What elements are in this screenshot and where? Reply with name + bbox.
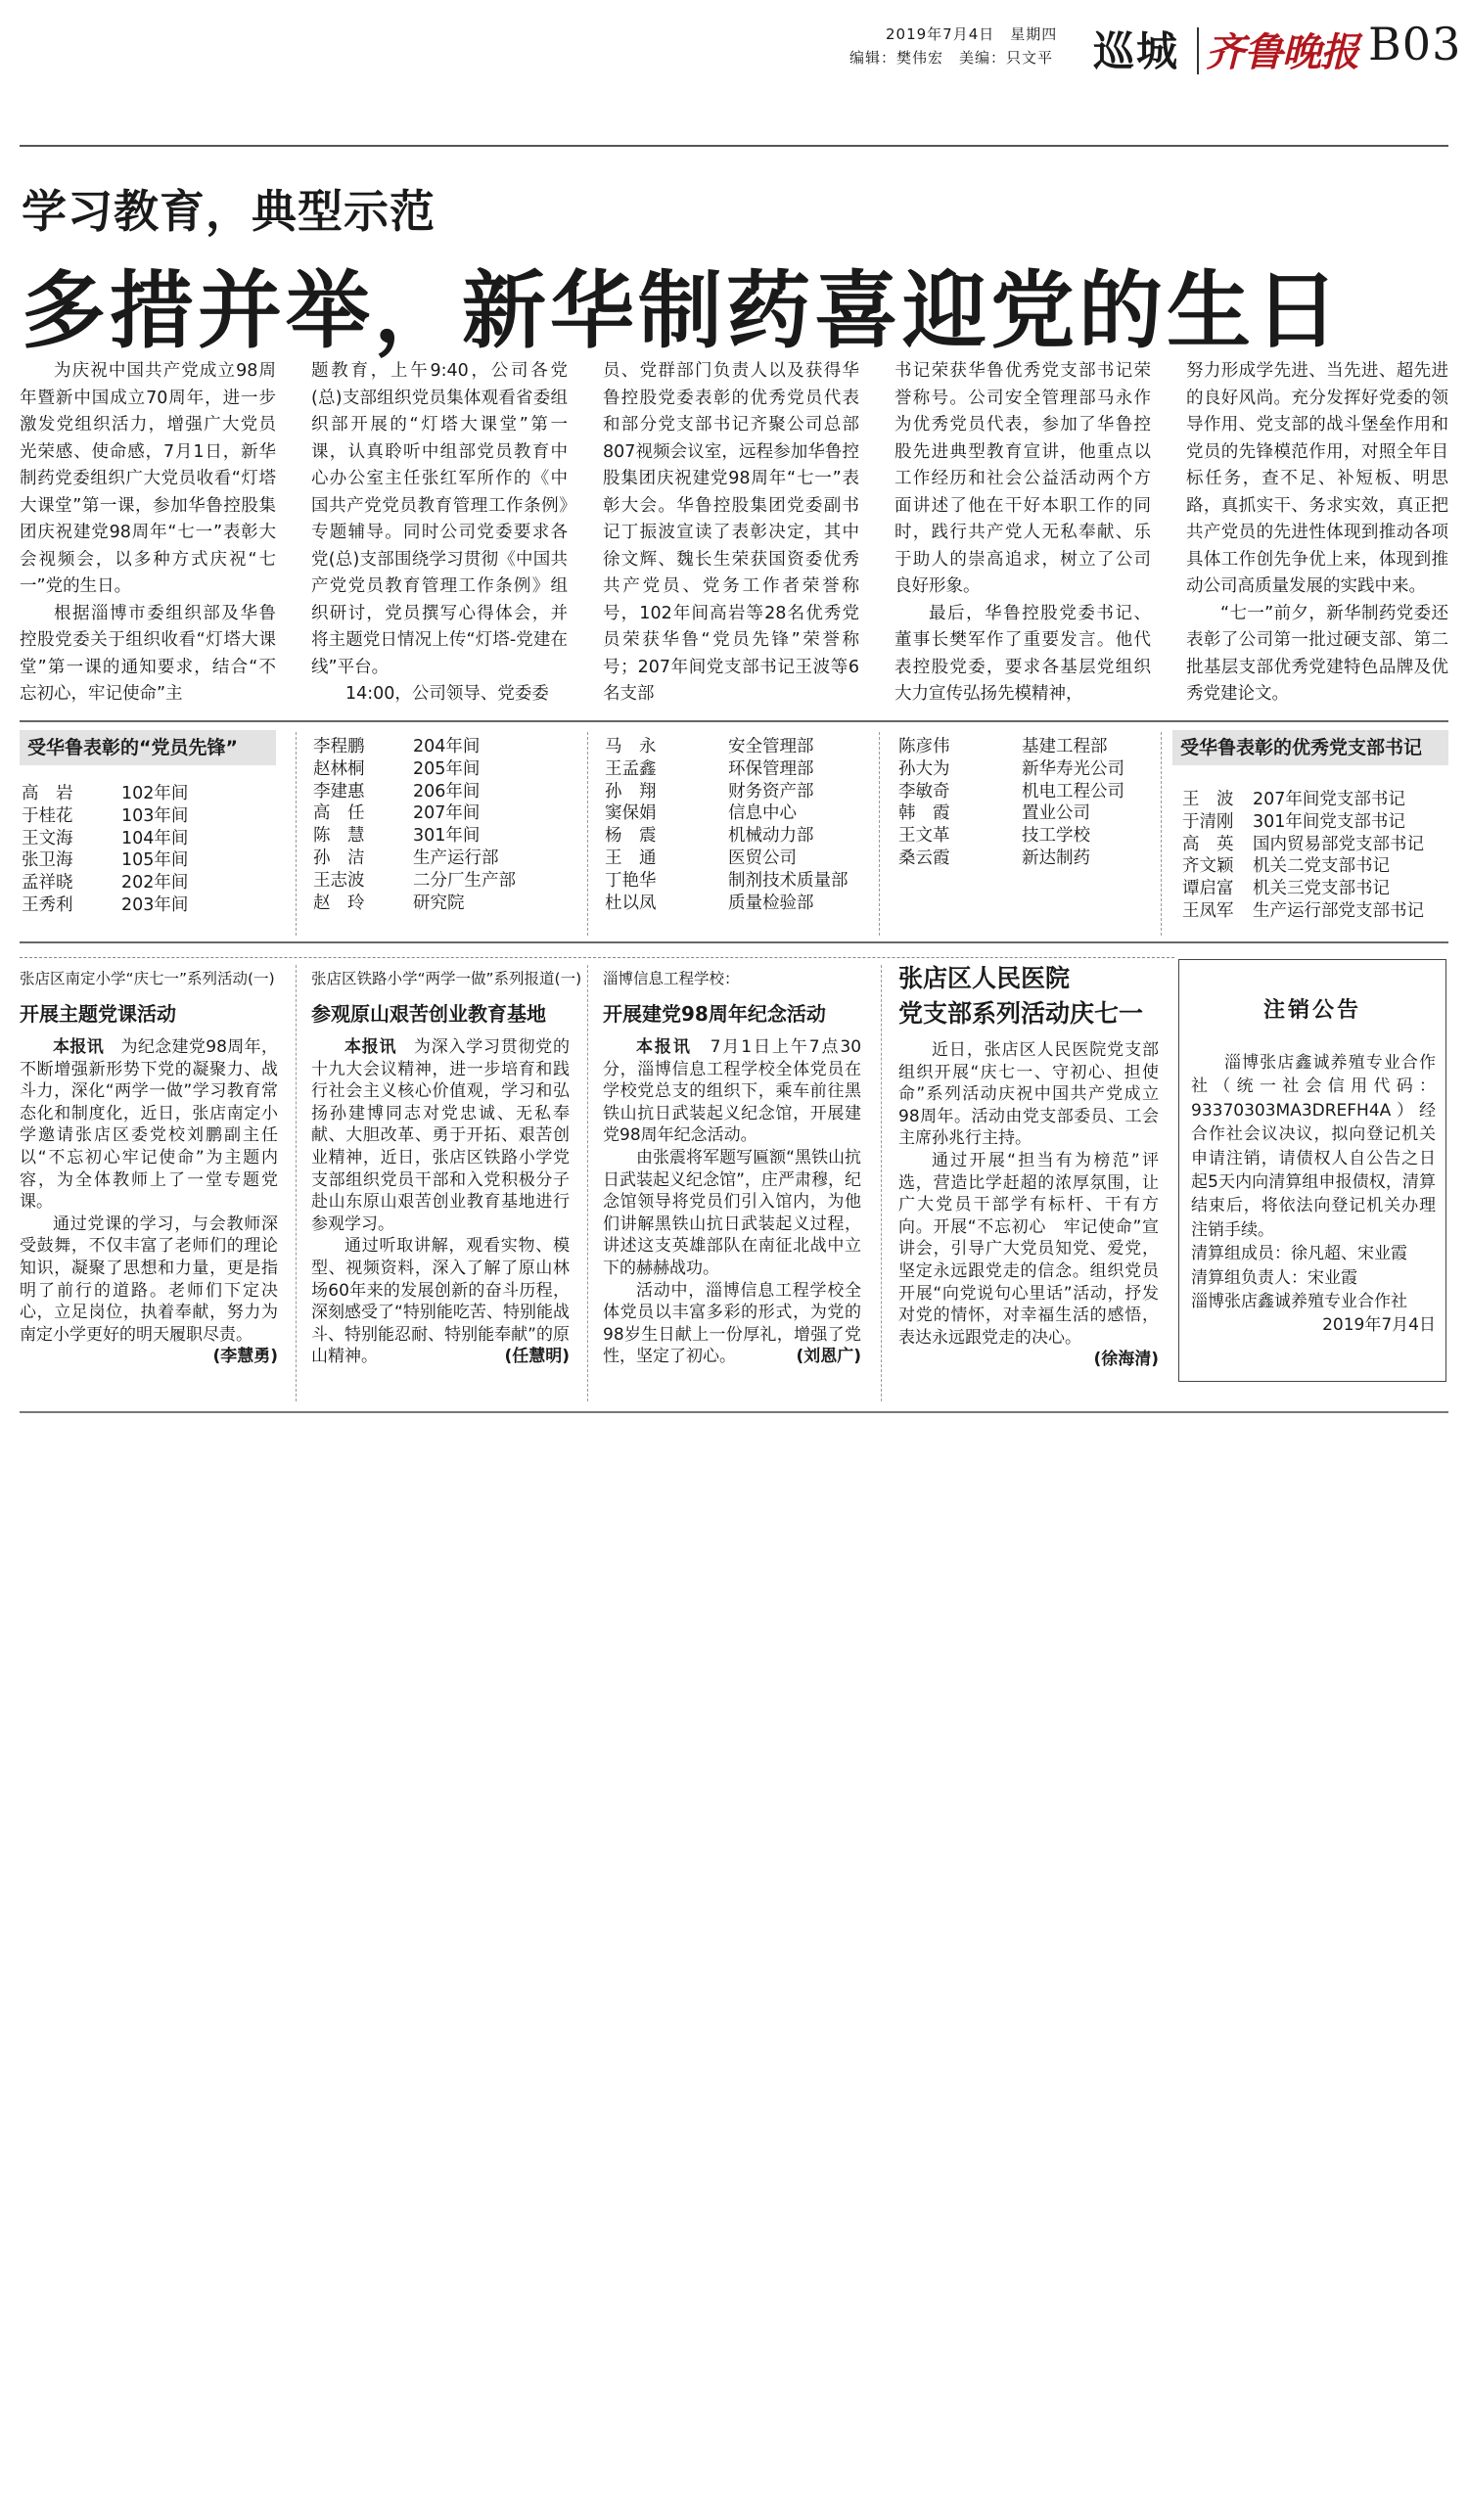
pioneer-list-1: [22, 783, 188, 917]
list-item: 王凤军 生产运行部党支部书记: [1182, 900, 1424, 921]
lead-column-2: [311, 358, 568, 712]
paragraph: 最后，华鲁控股党委书记、董事长樊军作了重要发言。他代表控股党委，要求各基层党组织大力宣传弘扬先模精神，: [895, 603, 1151, 704]
list-item: 杜以凤 质量检验部: [605, 893, 814, 913]
list-item: 赵 玲 研究院: [313, 893, 465, 913]
masthead-divider: [1197, 27, 1199, 74]
list-item: 马 永 安全管理部: [605, 737, 814, 756]
article-body: 近日，张店区人民医院党支部组织开展“庆七一、守初心、担使命”系列活动庆祝中国共产党成立98周年。活动由党支部委员、工会主席孙兆行主持。 通过开展“担当有为榜范”评选，营造比学赶超的浓厚氛围，让广大党员干部学有标杆、干有方向。开展“不忘初心 牢记使命”宣讲会，引导广大党员知党、爱党，坚定永远跟党走的信念。组织党员开展“向党说句心里话”活动，抒发对党的情怀，对幸福生活的感悟，表达永远跟党走的决心。 (徐海清): [898, 1040, 1159, 1370]
lead-column-4: [895, 358, 1151, 712]
list-item: 高 任 207年间: [313, 803, 481, 824]
list-item: 王 通 医贸公司: [605, 848, 797, 868]
list-item: 齐文颖 机关二党支部书记: [1182, 856, 1390, 877]
list-item: 李建惠 206年间: [313, 781, 481, 802]
editor-credits: 编辑：樊伟宏 美编：只文平: [849, 49, 1054, 67]
article-4: [898, 961, 1159, 1401]
list-item: 韩 霞 置业公司: [898, 803, 1090, 824]
list-item: 赵林桐 205年间: [313, 758, 481, 779]
paragraph: 根据淄博市委组织部及华鲁控股党委关于组织收看“灯塔大课堂”第一课的通知要求，结合“不忘初心，牢记使命”主: [20, 603, 276, 704]
list-item: 谭启富 机关三党支部书记: [1182, 879, 1390, 899]
list-item: 王 波 207年间党支部书记: [1182, 790, 1405, 809]
article-body: 本报讯 为纪念建党98周年，不断增强新形势下党的凝聚力、战斗力，深化“两学一做”学习教育常态化和制度化，近日，张店南定小学邀请张店区委党校刘鹏副主任以“不忘初心牢记使命”为主题内容，为全体教师上了一堂专题党课。 通过党课的学习，与会教师深受鼓舞，不仅丰富了老师们的理论知识，凝聚了思想和力量，更是指明了前行的道路。老师们下定决心，立足岗位，执着奉献，努力为南定小学更好的明天履职尽责。 (李慧勇): [20, 1037, 278, 1367]
column-divider: [1161, 732, 1162, 936]
article-kicker: 淄博信息工程学校：: [603, 970, 740, 987]
section-name: 巡城: [1093, 27, 1180, 75]
list-item: 王秀利 203年间: [22, 894, 189, 915]
list-item: 王志波 二分厂生产部: [313, 870, 516, 891]
column-divider: [296, 965, 297, 1401]
issue-date: 2019年7月4日 星期四: [886, 25, 1058, 43]
list-item: 陈 慧 301年间: [313, 826, 481, 847]
list-item: 于清刚 301年间党支部书记: [1182, 811, 1405, 832]
lead-column-3: [603, 358, 859, 712]
article-3: [603, 967, 861, 1406]
column-divider: [879, 732, 880, 936]
article-title: 开展建党98周年纪念活动: [603, 1002, 826, 1026]
lead-column-5: [1186, 358, 1448, 712]
list-item: 王孟鑫 环保管理部: [605, 758, 814, 779]
pioneer-list-3: [605, 736, 849, 914]
masthead-rule: [20, 145, 1448, 147]
article-byline: 本报讯: [636, 1037, 692, 1057]
article-author: (刘恩广): [796, 1347, 861, 1367]
list-item: 丁艳华 制剂技术质量部: [605, 870, 849, 891]
article-byline: 本报讯: [53, 1037, 105, 1057]
page-bottom-rule: [20, 1411, 1448, 1413]
list-item: 李敏奇 机电工程公司: [898, 781, 1124, 802]
paragraph: 14:00，公司领导、党委委: [345, 684, 549, 704]
lead-headline: 多措并举，新华制药喜迎党的生日: [22, 261, 1343, 360]
list-item: 孙 洁 生产运行部: [313, 848, 499, 868]
list-item: 于桂花 103年间: [22, 805, 189, 826]
newspaper-logo: 齐鲁晚报: [1206, 29, 1358, 75]
list-item: 高 英 国内贸易部党支部书记: [1182, 834, 1424, 854]
list-item: 陈彦伟 基建工程部: [898, 737, 1108, 756]
honor-bottom-rule: [20, 941, 1448, 943]
article-title: 党支部系列活动庆七一: [898, 999, 1144, 1028]
page-number: B03: [1368, 18, 1462, 70]
notice-body: 淄博张店鑫诚养殖专业合作社（统一社会信用代码：93370303MA3DREFH4A）经合作社会议决议，拟向登记机关申请注销，请债权人自公告之日起5天内向清算组申报债权，清算结束后，将依法向登记机关办理注销手续。 清算组成员：徐凡超、宋业霞 清算组负责人：宋业霞 淄博张店鑫诚养殖专业合作社 2019年7月4日: [1191, 1053, 1436, 1336]
list-item: 窦保娟 信息中心: [605, 803, 797, 824]
article-title: 开展主题党课活动: [20, 1002, 176, 1026]
paragraph: 员、党群部门负责人以及获得华鲁控股党委表彰的优秀党员代表和部分党支部书记齐聚公司总部807视频会议室，远程参加华鲁控股集团庆祝建党98周年“七一”表彰大会。华鲁控股集团党委副书记丁振波宣读了表彰决定，其中徐文辉、魏长生荣获国资委优秀共产党员、党务工作者荣誉称号，102年间高岩等28名优秀党员荣获华鲁“党员先锋”荣誉称号；207年间党支部书记王波等6名支部: [603, 361, 859, 704]
list-item: 桑云霞 新达制药: [898, 848, 1090, 868]
secretary-list: [1182, 789, 1424, 923]
list-item: 孟祥晓 202年间: [22, 873, 189, 893]
column-divider: [587, 732, 588, 936]
list-item: 李程鹏 204年间: [313, 737, 481, 756]
lead-kicker: 学习教育，典型示范: [22, 185, 436, 238]
column-divider: [881, 965, 882, 1401]
cancellation-notice: [1178, 959, 1446, 1382]
notice-title: 注销公告: [1262, 998, 1361, 1023]
list-item: 张卫海 105年间: [22, 850, 189, 871]
article-author: (李慧勇): [212, 1347, 278, 1367]
list-item: 孙大为 新华寿光公司: [898, 758, 1124, 779]
lead-column-1: [20, 358, 276, 712]
pioneer-band: 受华鲁表彰的“党员先锋”: [20, 730, 276, 765]
paragraph: 为庆祝中国共产党成立98周年暨新中国成立70周年，进一步激发党组织活力，增强广大党员光荣感、使命感，7月1日，新华制药党委组织广大党员收看“灯塔大课堂”第一课，参加华鲁控股集团庆祝建党98周年“七一”表彰大会视频会，以多种方式庆祝“七一”党的生日。: [20, 361, 276, 596]
article-kicker: 张店区铁路小学“两学一做”系列报道(一): [311, 970, 582, 987]
list-item: 杨 震 机械动力部: [605, 826, 814, 847]
list-item: 高 岩 102年间: [22, 784, 189, 803]
column-divider: [587, 965, 588, 1401]
article-title: 张店区人民医院: [898, 964, 1071, 992]
article-body: 本报讯 为深入学习贯彻党的十九大会议精神，进一步培育和践行社会主义核心价值观，学习和弘扬孙建博同志对党忠诚、无私奉献、大胆改革、勇于开拓、艰苦创业精神，近日，张店区铁路小学党支部组织党员干部和入党积极分子赴山东原山艰苦创业教育基地进行参观学习。 通过听取讲解，观看实物、模型、视频资料，深入了解了原山林场60年来的发展创新的奋斗历程，深刻感受了“特别能吃苦、特别能战斗、特别能忍耐、特别能奉献”的原山精神。 (任慧明): [311, 1037, 570, 1367]
article-top-rule: [20, 957, 1174, 958]
article-1: [20, 967, 278, 1406]
paragraph: 题教育，上午9:40，公司各党(总)支部组织党员集体观看省委组织部开展的“灯塔大课堂”第一课，认真聆听中组部党员教育中心办公室主任张红军所作的《中国共产党党员教育管理工作条例》专题辅导。同时公司党委要求各党(总)支部围绕学习贯彻《中国共产党党员教育管理工作条例》组织研讨，党员撰写心得体会，并将主题党日情况上传“灯塔-党建在线”平台。: [311, 361, 568, 677]
article-author: (任慧明): [504, 1347, 570, 1367]
list-item: 孙 翔 财务资产部: [605, 781, 814, 802]
list-item: 王文革 技工学校: [898, 826, 1090, 847]
pioneer-list-4: [898, 736, 1124, 870]
article-body: 本报讯 7月1日上午7点30分，淄博信息工程学校全体党员在学校党总支的组织下，乘车前往黑铁山抗日武装起义纪念馆，开展建党98周年纪念活动。 由张震将军题写匾额“黑铁山抗日武装起义纪念馆”，庄严肃穆，纪念馆领导将党员们引入馆内，为他们讲解黑铁山抗日武装起义过程，讲述这支英雄部队在南征北战中立下的赫赫战功。 活动中，淄博信息工程学校全体党员以丰富多彩的形式，为党的98岁生日献上一份厚礼，增强了党性，坚定了初心。 (刘恩广): [603, 1037, 861, 1367]
paragraph: “七一”前夕，新华制药党委还表彰了公司第一批过硬支部、第二批基层支部优秀党建特色品牌及优秀党建论文。: [1186, 603, 1448, 704]
article-title: 参观原山艰苦创业教育基地: [311, 1002, 546, 1026]
column-divider: [296, 732, 297, 936]
paragraph: 书记荣获华鲁优秀党支部书记荣誉称号。公司安全管理部马永作为优秀党员代表，参加了华鲁控股先进典型教育宣讲，他重点以工作经历和社会公益活动两个方面讲述了他在干好本职工作的同时，践行共产党人无私奉献、乐于助人的崇高追求，树立了公司良好形象。: [895, 361, 1151, 596]
secretary-band: 受华鲁表彰的优秀党支部书记: [1172, 730, 1448, 765]
article-2: [311, 967, 582, 1406]
pioneer-list-2: [313, 736, 516, 914]
article-byline: 本报讯: [344, 1037, 397, 1057]
list-item: 王文海 104年间: [22, 828, 189, 848]
honor-top-rule: [20, 720, 1448, 722]
article-kicker: 张店区南定小学“庆七一”系列活动(一): [20, 970, 275, 987]
article-author: (徐海清): [1093, 1350, 1159, 1370]
paragraph: 努力形成学先进、当先进、超先进的良好风尚。充分发挥好党委的领导作用、党支部的战斗堡垒作用和党员的先锋模范作用，对照全年目标任务，查不足、补短板、明思路，真抓实干、务求实效，真正把共产党员的先进性体现到推动各项具体工作创先争优上来，体现到推动公司高质量发展的实践中来。: [1186, 361, 1448, 596]
